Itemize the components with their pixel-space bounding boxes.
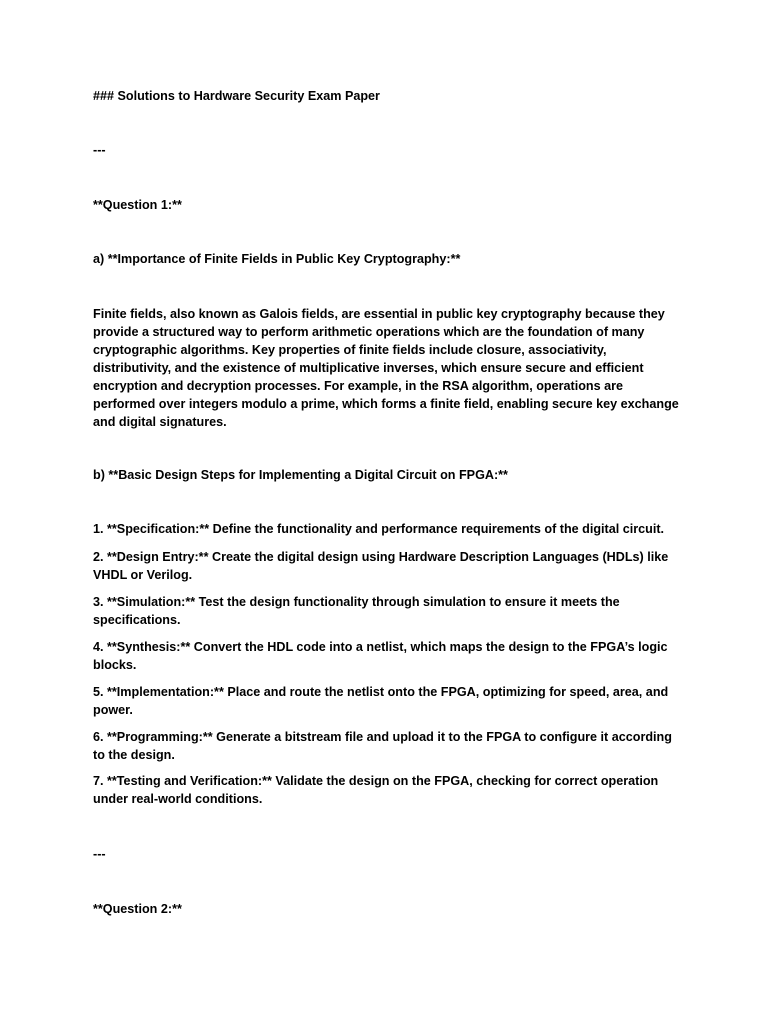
step-line: under real-world conditions. [93, 792, 263, 806]
part-b-heading: b) **Basic Design Steps for Implementing a Digital Circuit on FPGA:** [93, 468, 508, 482]
step-line: 1. **Specification:** Define the functionality and performance requirements of the digital circuit. [93, 522, 665, 536]
step-line: 7. **Testing and Verification:** Validate the design on the FPGA, checking for correct operation [93, 774, 659, 788]
part-a-heading: a) **Importance of Finite Fields in Public Key Cryptography:** [93, 252, 461, 266]
paragraph-line: Finite fields, also known as Galois fields, are essential in public key cryptography because they [93, 307, 665, 321]
step-line: specifications. [93, 613, 181, 627]
separator: --- [93, 847, 106, 861]
paragraph-line: encryption and decryption processes. For example, in the RSA algorithm, operations are [93, 379, 623, 393]
step-line: blocks. [93, 658, 137, 672]
design-step-5 [93, 683, 683, 719]
paragraph-line: and digital signatures. [93, 415, 227, 429]
step-line: 2. **Design Entry:** Create the digital design using Hardware Description Languages (HDLs) like [93, 550, 669, 564]
step-line: to the design. [93, 748, 175, 762]
question-2-heading: **Question 2:** [93, 902, 182, 916]
separator: --- [93, 143, 106, 157]
paragraph-line: performed over integers modulo a prime, which forms a finite field, enabling secure key exchange [93, 397, 679, 411]
paragraph-line: distributivity, and the existence of multiplicative inverses, which ensure secure and efficient [93, 361, 644, 375]
paragraph-line: cryptographic algorithms. Key properties of finite fields include closure, associativity, [93, 343, 607, 357]
step-line: 4. **Synthesis:** Convert the HDL code into a netlist, which maps the design to the FPGA’s logic [93, 640, 668, 654]
step-line: power. [93, 703, 133, 717]
paragraph-line: provide a structured way to perform arithmetic operations which are the foundation of many [93, 325, 645, 339]
step-line: 6. **Programming:** Generate a bitstream file and upload it to the FPGA to configure it according [93, 730, 672, 744]
step-line: 5. **Implementation:** Place and route the netlist onto the FPGA, optimizing for speed, area, and [93, 685, 669, 699]
design-step-2 [93, 548, 683, 584]
design-step-4 [93, 638, 683, 674]
step-line: VHDL or Verilog. [93, 568, 193, 582]
part-a-paragraph [93, 305, 683, 431]
document-title: ### Solutions to Hardware Security Exam Paper [93, 89, 380, 103]
design-step-1 [93, 520, 683, 538]
design-step-7 [93, 772, 683, 808]
question-1-heading: **Question 1:** [93, 198, 182, 212]
design-step-6 [93, 728, 683, 764]
design-step-3 [93, 593, 683, 629]
step-line: 3. **Simulation:** Test the design functionality through simulation to ensure it meets the [93, 595, 620, 609]
